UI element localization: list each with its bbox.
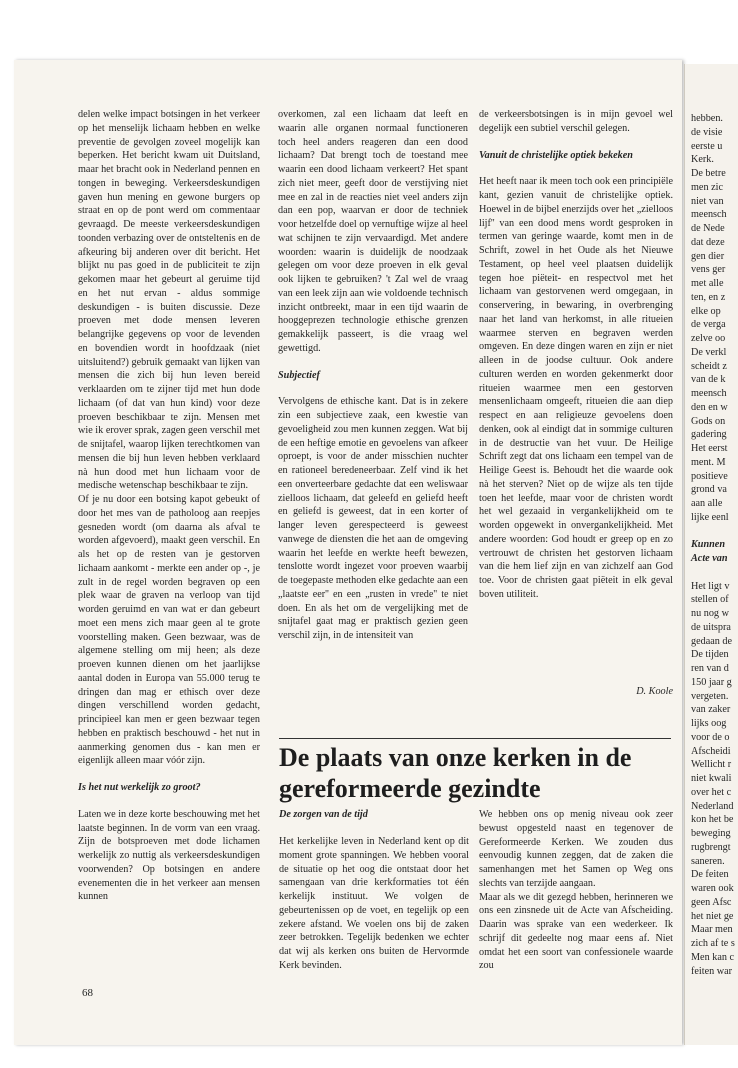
next-page-line: vens ger <box>691 264 726 276</box>
next-page-line: van zaker <box>691 704 731 716</box>
paragraph: Of je nu door een botsing kapot gebeukt of door het mes van de patholoog aan reepjes gesneden wordt (om daarna als afval te worden afgevoerd), maakt geen verschil. En als het op de resten van je gestorven lichaam aankomt - merkte een ander op -, je zult in de regel worden begraven op een plek waar de graven na verloop van tijd worden geruimd en van wat er dan gebeurt moet een mens zich maar geen al te grote voorstelling maken. Geen bezwaar, was de algemene stelling om mij heen; als deze proeven kunnen dienen om het jaarlijkse aantal doden in Europa van 55.000 terug te dringen dan mag er ethisch over deze dingen verschillend worden gedacht, principieel kan men er geen bezwaar tegen hebben en praktisch beschouwd - het nut in aanmerking genomen dus - kan men er eigenlijk alleen maar vóór zijn. <box>78 494 260 767</box>
next-page-line: scheidt z <box>691 360 727 372</box>
paragraph: Laten we in deze korte beschouwing met het laatste beginnen. In de vorm van een vraag. Zijn de botsproeven met dode lichamen werkelijk zo nuttig als verkeersdeskundigen voorwenden? Op botsingen en andere evenementen die in het verkeer aan mensen kunnen <box>78 808 260 903</box>
page-left <box>14 60 682 1045</box>
next-page-line: men zic <box>691 181 723 193</box>
next-page-line: lijke eenl <box>691 511 729 523</box>
article1-column-1 <box>78 108 260 904</box>
next-page-line: dat deze <box>691 236 725 248</box>
paragraph: We hebben ons op menig niveau ook zeer bewust opgesteld naast en tegenover de Gereformeerde Kerken. We zouden dus eenvoudig kunnen zeggen, dat de zaken die samenhangen met het Samen op Weg ons slechts van terzijde aangaan. <box>479 809 673 889</box>
next-page-line: de uitspra <box>691 621 731 633</box>
next-page-line: Kunnen <box>691 539 725 551</box>
next-page-line: den en w <box>691 401 728 413</box>
next-page-line: ten, en z <box>691 291 726 303</box>
next-page-line: De verkl <box>691 346 727 358</box>
section-heading: Is het nut werkelijk zo groot? <box>78 782 201 793</box>
next-page-line: rugbrengt <box>691 841 731 853</box>
paragraph: Het heeft naar ik meen toch ook een principiële kant, gezien vanuit de christelijke optiek. Hoewel in de bijbel enerzijds over het „zielloos lijf'' van een dood mens wordt gesproken in termen van geringe waarde, komt men in de Schrift, zowel in het Oude als het Nieuwe Testament, op heel veel plaatsen duidelijk tegen hoe piëteit- en respectvol met het lichaam van gestorvenen werd omgegaan, in conservering, in bewaring, in overbrenging naar het land van herkomst, in alle ritueien waarmee sterven en begraven werden omgeven. En deze dingen waren en zijn er niet alleen in de joodse cultuur. Ook andere culturen werden en worden gekenmerkt door ritueien waarmee men een gestorven mensenlichaam omgeeft, ritueien die aan diep respect en aan religieuze gevoelens doen denken, ook al eindigt dat in sommige culturen in de destructie van het vuur. De Heilige Schrift zegt dat ons lichaam een tempel van de Heilige Geest is. Behoudt het die waarde ook nà het sterven? Niet op de wijze als ten tijde toen het leefde, maar voor de christen wordt het wel gezaaid in vergankelijkheid om te worden opgewekt in onvergankelijkheid. Met andere woorden: God houdt er greep op en zo vertrouwt de christen het gestorven lichaam van die hem lief zijn en van zichzelf aan God toe. Voor de christen gaat piëteit in elk geval boven utiliteit. <box>479 176 673 600</box>
next-page-line: de Nede <box>691 223 725 234</box>
next-page-line: De betre <box>691 168 726 179</box>
section-heading: Subjectief <box>278 369 320 381</box>
article-divider <box>279 738 671 739</box>
paragraph: Maar als we dit gezegd hebben, herinneren we ons een zinsnede uit de Acte van Afscheiding. Daarin was sprake van een wederkeer. Ik schrijf dit gedeelte nog maar eens af. Niet omdat het een soort van confessionele waarde zou <box>479 891 673 972</box>
next-page-line: stellen of <box>691 594 729 606</box>
article2-subheading: De zorgen van de tijd <box>279 809 368 820</box>
next-page-line: Kerk. <box>691 154 714 166</box>
next-page-line: voor de o <box>691 731 730 743</box>
next-page-line: de visie <box>691 126 723 138</box>
next-page-line: ment. M <box>691 456 726 468</box>
paragraph: de verkeersbotsingen is in mijn gevoel wel degelijk een subtiel verschil gelegen. <box>479 109 673 134</box>
next-page-line: elke op <box>691 305 724 317</box>
next-page-line: grond va <box>691 484 727 496</box>
section-heading: Vanuit de christelijke optiek bekeken <box>479 149 633 161</box>
next-page-line: vergeten. <box>691 690 729 702</box>
next-page-line: ren van d <box>691 663 729 674</box>
next-page-line: geen Afsc <box>691 896 732 908</box>
next-page-line: niet kwali <box>691 773 732 784</box>
next-page-line: Gods on <box>691 415 726 427</box>
paragraph: overkomen, zal een lichaam dat leeft en waarin alle organen normaal functioneren toch heel anders reageren dan een dood lichaam? Dat brengt toch de toestand mee waarin een dood lichaam verkeert? Het spant zich niet meer, geeft door de verstijving niet mee en zal in de reacties niet veel anders zijn dan een pop, waarvan er door de techniek voor hetzelfde doel op vernuftige wijze al heel wat schijnen te zijn vervaardigd. Met andere woorden: waarin is duidelijk de noodzaak gelegen om voor deze proeven in elk geval ook lijken te gebruiken? 't Zal wel de vraag van een leek zijn aan wie voldoende technisch inzicht ontbreekt, maar in een tijd waarin de hooggeprezen technologie ethische grenzen gemakkelijk passeert, is die vraag wel gewettigd. <box>278 109 468 354</box>
next-page-line: Nederland <box>691 800 734 812</box>
next-page-line: lijks oog <box>691 718 727 729</box>
next-page-line: gedaan de <box>691 635 733 647</box>
next-page-line: beweging <box>691 828 731 839</box>
next-page-line: Wellicht r <box>691 759 732 771</box>
next-page-line: positieve <box>691 470 728 482</box>
next-page-line: niet van <box>691 195 724 207</box>
next-page-line: eerste u <box>691 140 723 152</box>
next-page-line: het niet ge <box>691 910 734 922</box>
article2-column-2 <box>479 808 673 973</box>
next-page-line: De tijden <box>691 649 729 661</box>
next-page-line: de verga <box>691 319 726 331</box>
next-page-line: Afscheidi <box>691 745 731 757</box>
next-page-line: 150 jaar g <box>691 676 732 688</box>
next-page-line: saneren. <box>691 855 725 867</box>
next-page-line: Het eerst <box>691 443 728 454</box>
article1-column-2 <box>278 108 468 643</box>
page-number: 68 <box>82 987 93 999</box>
next-page-line: met alle <box>691 278 724 289</box>
next-page-line: Het ligt v <box>691 580 730 592</box>
next-page-line: gadering <box>691 429 727 441</box>
next-page-line: hebben. <box>691 113 723 124</box>
next-page-line: aan alle <box>691 498 725 509</box>
next-page-line: De feiten <box>691 869 729 881</box>
next-page-line: meensch <box>691 388 727 399</box>
paragraph: delen welke impact botsingen in het verkeer op het menselijk lichaam hebben en welke preventie de gevolgen zoveel mogelijk kan beperken. Het bericht kwam uit Duitsland, maar het bracht ook in Nederland pennen en tongen in beweging. Verkeersdeskundigen gaven hun mening en gewone burgers op straat en op de pont werd om commentaar gevraagd. De meeste verkeersdeskundigen toonden verbazing over de ontsteltenis en de afkeuring bij anderen over dit bericht. Het blijkt nu pas goed in de publiciteit te zijn gekomen maar het gebeurt al geruime tijd en het nut ervan - aldus sommige deskundigen - is buiten discussie. Deze proeven met dode mensen leveren belangrijke gegevens op voor de levenden en bovendien wordt in hoofdzaak (niet uitsluitend?) gebruik gemaakt van lijken van mensen die zich bij hun leven bereid verklaarden om te zijner tijd met hun dode lichaam (of dat van hun kind) voor deze proeven beschikbaar te zijn. Mensen met wie ik erover sprak, zagen geen verschil met de snijtafel, waarop lijken terechtkomen van mensen die bij hun leven hebben verklaard nà hun dood met hun lichaam voor de medische wetenschap beschikbaar te zijn. <box>78 109 260 492</box>
next-page-line: meensch <box>691 209 727 221</box>
next-page-line: van de k <box>691 374 726 386</box>
next-page-line: gen dier <box>691 250 725 262</box>
next-page-line: Maar men <box>691 924 733 936</box>
article1-author: D. Koole <box>636 686 673 697</box>
paragraph: Vervolgens de ethische kant. Dat is in zekere zin een subjectieve zaak, een kwestie van gevoeligheid zou men kunnen zeggen. Wat bij de een heftige emotie en gevoelens van afkeer oproept, is voor de ander misschien nuchter en rationeel beredeneerbaar. Zelf vind ik het een onverteerbare gedachte dat een weliswaar zielloos lichaam, dat geleefd en geliefd heeft en geliefd is geweest, dat in een korter of langer leven gerespecteerd is geweest vanwege de diensten die het aan de omgeving waarin het leefde en werkte heeft bewezen, tenslotte wordt ingezet voor proeven waarbij de toegepaste methoden elke gedachte aan een „laatste eer'' en een „rusten in vrede'' te niet doen. En als het om de vergelijking met de snijtafel gaat mag er praktisch gezien geen verschil zijn, in de intensiteit van <box>278 396 468 641</box>
article2-column-1: Het kerkelijke leven in Nederland kent op dit moment grote spanningen. We hebben vooral de situatie op het oog die ontstaat door het samengaan van drie kerkformaties tot één kerkelijk instituut. We volgen de gebeurtenissen op de voet, en tegelijk op een zekere afstand. We voelen ons bij de zaken zeer betrokken. Tegelijk bedenken we echter dat wij als kerken ons buiten de Hervormde Kerk bevinden. <box>279 836 469 971</box>
book-spread <box>14 60 738 1045</box>
next-page-line: over het c <box>691 786 732 798</box>
page-right-edge <box>684 64 738 1045</box>
next-page-line: Acte van <box>691 553 728 564</box>
next-page-line: Men kan c <box>691 951 734 963</box>
article1-column-3 <box>479 108 673 602</box>
article2-title: De plaats van onze kerken in de gereformeerde gezindte <box>279 743 632 803</box>
next-page-line: zelve oo <box>691 333 726 344</box>
next-page-line: kon het be <box>691 814 734 826</box>
next-page-line: waren ook <box>691 883 734 894</box>
next-page-line: zich af te s <box>691 938 735 949</box>
next-page-line: feiten war <box>691 965 733 977</box>
next-page-line: nu nog w <box>691 608 729 619</box>
